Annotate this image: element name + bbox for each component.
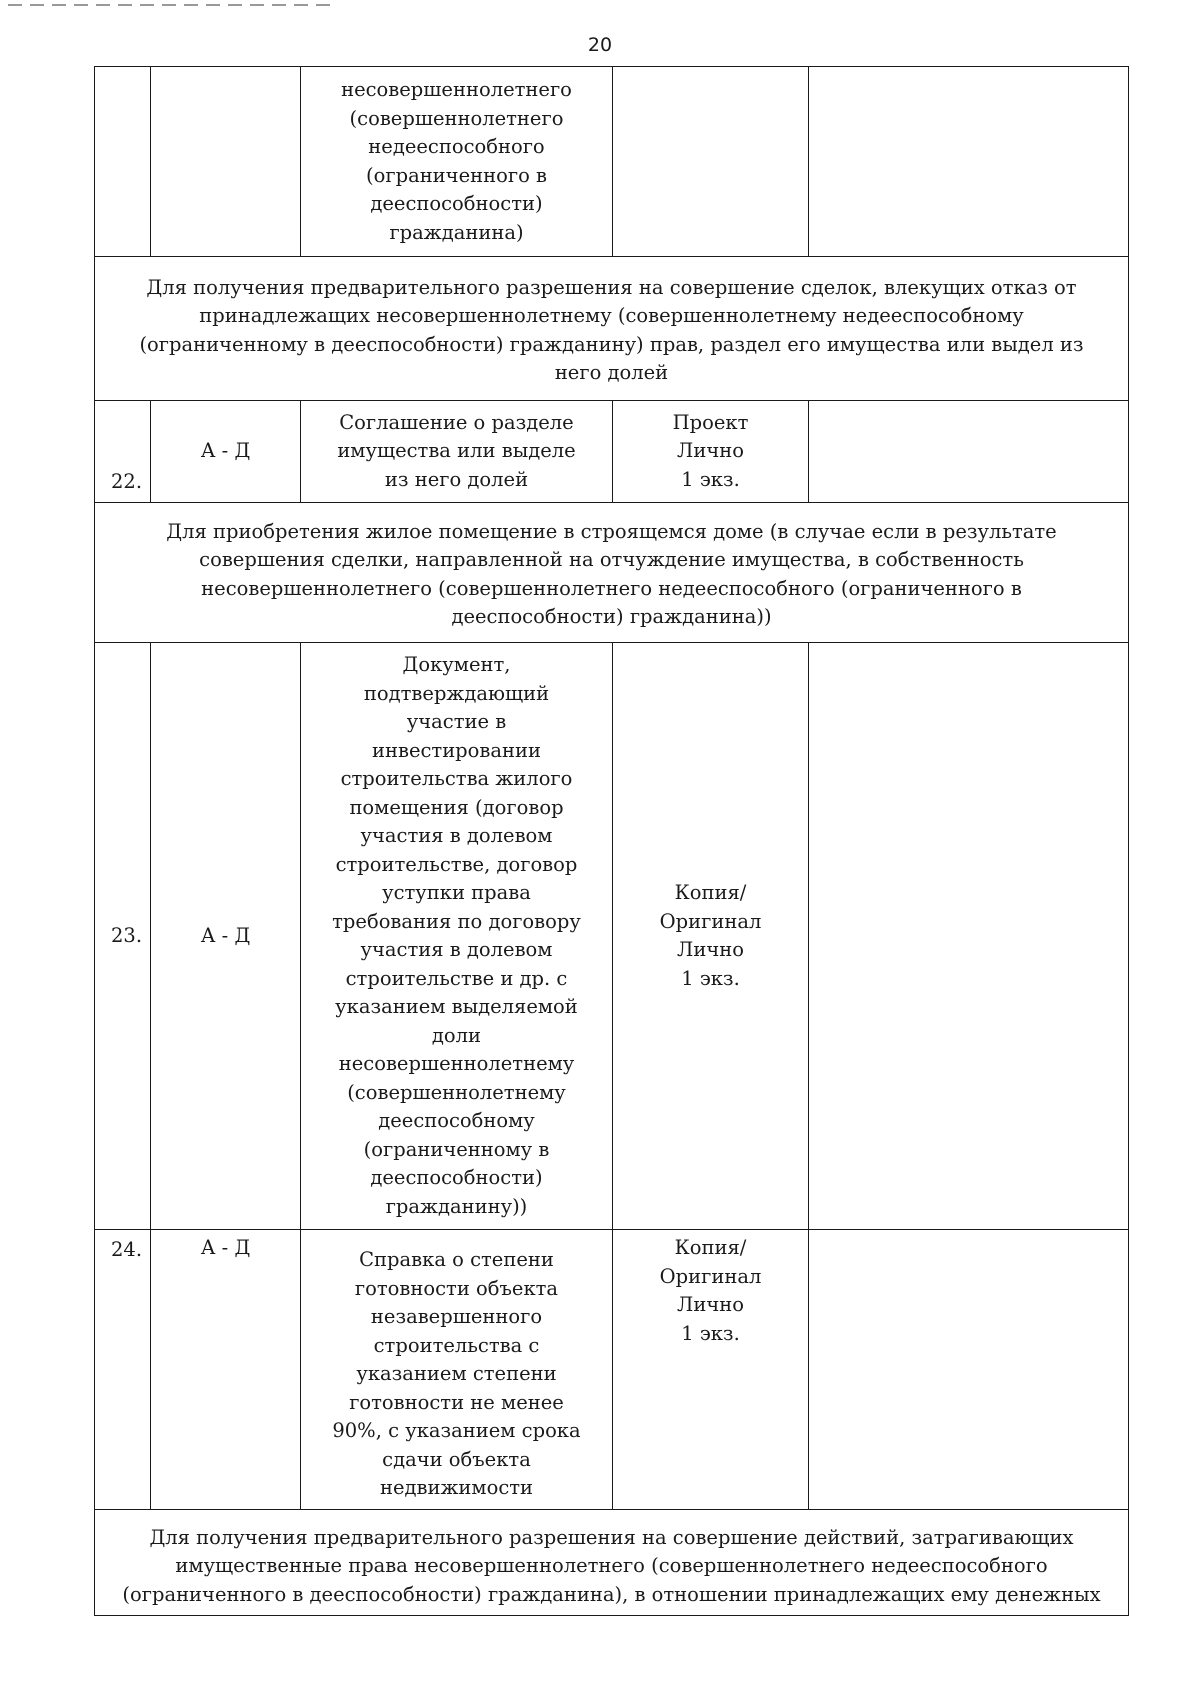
- row-number: [95, 67, 151, 257]
- table-row: [95, 67, 1129, 257]
- form-line: 1 экз.: [681, 1321, 740, 1345]
- form-line: Лично: [677, 938, 744, 961]
- documents-table: [94, 66, 1129, 1616]
- section-heading: Для получения предварительного разрешения на совершение сделок, влекущих отказ от принадлежащих несовершеннолетнему (совершеннолетнему недееспособному (ограниченному в дееспособности) гражданину) прав, раздел его имущества или выдел из него долей: [95, 257, 1129, 401]
- row-number: 22.: [95, 401, 151, 503]
- row-form: [613, 1230, 809, 1510]
- page-number: 20: [587, 34, 613, 56]
- row-document-name: Справка о степени готовности объекта незавершенного строительства с указанием степени готовности не менее 90%, с указанием срока сдачи объекта недвижимости: [301, 1230, 613, 1510]
- form-line: Оригинал: [659, 909, 762, 933]
- form-line: Проект: [672, 410, 749, 434]
- section-heading: Для приобретения жилое помещение в строящемся доме (в случае если в результате совершения сделки, направленной на отчуждение имущества, в собственность несовершеннолетнего (совершеннолетнего недееспособного (ограниченного в дееспособности) гражданина)): [95, 503, 1129, 643]
- form-line: 1 экз.: [681, 966, 740, 990]
- scan-edge-mark: [8, 4, 338, 6]
- section-heading: Для получения предварительного разрешения на совершение действий, затрагивающих имущественные права несовершеннолетнего (совершеннолетнего недееспособного (ограниченного в дееспособности) гражданина), в отношении принадлежащих ему денежных: [95, 1509, 1129, 1616]
- row-document-name: Документ, подтверждающий участие в инвестировании строительства жилого помещения (договор участия в долевом строительстве, договор уступки права требования по договору участия в долевом строительстве и др. с указанием выделяемой доли несовершеннолетнему (совершеннолетнему дееспособному (ограниченному в дееспособности) гражданину)): [301, 643, 613, 1230]
- row-note: [809, 67, 1129, 257]
- form-line: Оригинал: [659, 1264, 762, 1288]
- section-row: [95, 257, 1129, 401]
- form-line: Лично: [677, 1293, 744, 1316]
- row-category: А - Д: [151, 401, 301, 503]
- table-row: [95, 1230, 1129, 1510]
- row-document-name: Соглашение о разделе имущества или выделе из него долей: [301, 401, 613, 503]
- row-category: [151, 67, 301, 257]
- row-category: А - Д: [151, 1230, 301, 1510]
- row-note: [809, 401, 1129, 503]
- form-line: Копия/: [674, 1236, 747, 1259]
- row-form: [613, 643, 809, 1230]
- row-form: [613, 401, 809, 503]
- row-note: [809, 643, 1129, 1230]
- row-form: [613, 67, 809, 257]
- row-category: А - Д: [151, 643, 301, 1230]
- row-number: 23.: [95, 643, 151, 1230]
- section-row: [95, 1509, 1129, 1616]
- form-line: 1 экз.: [681, 467, 740, 491]
- row-note: [809, 1230, 1129, 1510]
- row-number: 24.: [95, 1230, 151, 1510]
- form-line: Копия/: [674, 881, 747, 904]
- table-row: [95, 401, 1129, 503]
- table-row: [95, 643, 1129, 1230]
- form-line: Лично: [677, 439, 744, 463]
- section-row: [95, 503, 1129, 643]
- row-document-name: несовершеннолетнего (совершеннолетнего недееспособного (ограниченного в дееспособности) гражданина): [301, 67, 613, 257]
